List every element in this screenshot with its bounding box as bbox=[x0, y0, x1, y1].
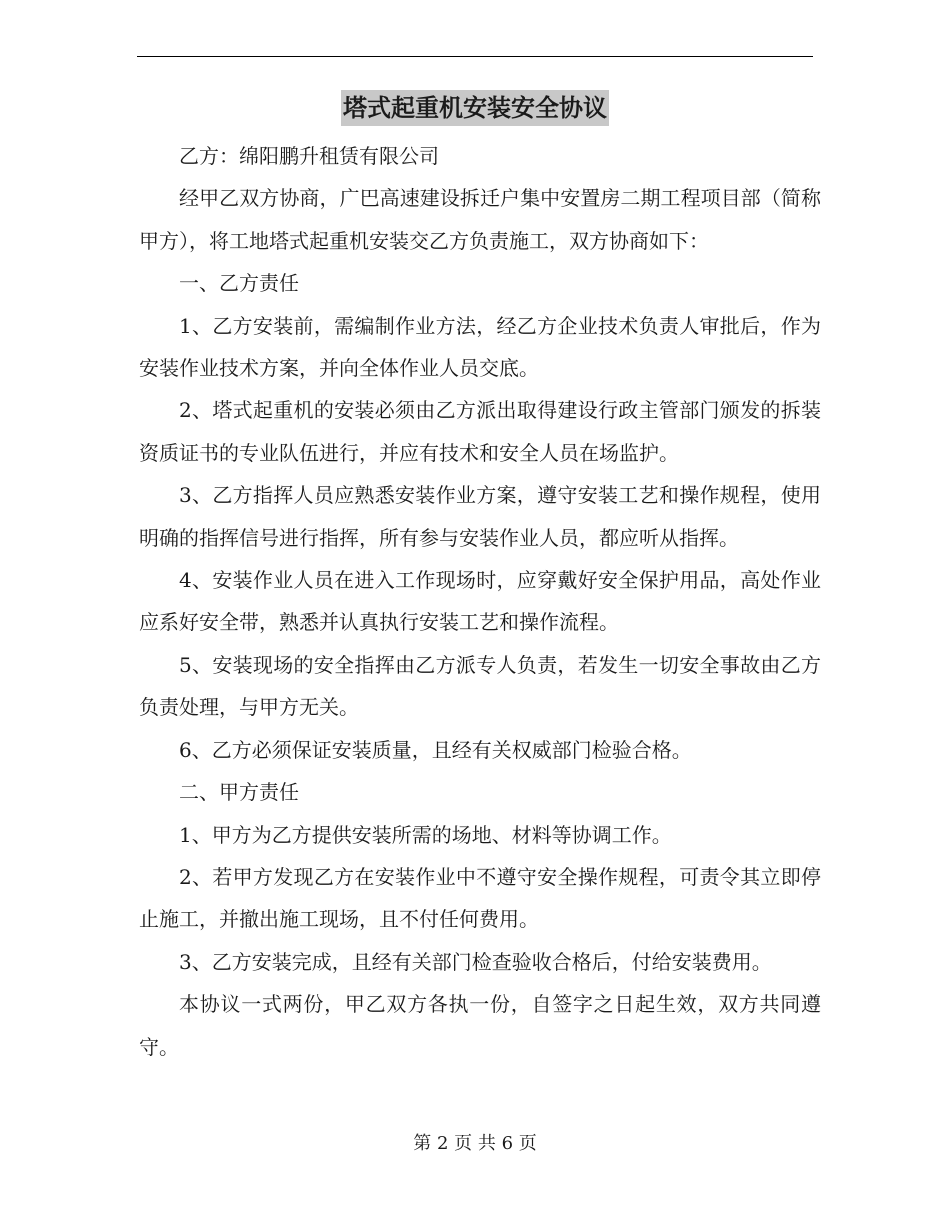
document-title: 塔式起重机安装安全协议 bbox=[341, 90, 609, 126]
clause-b-6: 6、乙方必须保证安装质量，且经有关权威部门检验合格。 bbox=[179, 737, 692, 762]
page-number: 第 2 页 共 6 页 bbox=[413, 1133, 537, 1154]
clause-b-3: 3、乙方指挥人员应熟悉安装作业方案，遵守安装工艺和操作规程，使用明确的指挥信号进行指挥，所有参与安装作业人员，都应听从指挥。 bbox=[139, 483, 821, 550]
clause-a-2: 2、若甲方发现乙方在安装作业中不遵守安全操作规程，可责令其立即停止施工，并撤出施工现场，且不付任何费用。 bbox=[139, 864, 821, 932]
party-b-line: 乙方：绵阳鹏升租赁有限公司 bbox=[179, 144, 439, 168]
section-heading-party-b: 一、乙方责任 bbox=[179, 271, 299, 296]
header-rule bbox=[137, 56, 813, 57]
clause-a-3: 3、乙方安装完成，且经有关部门检查验收合格后，付给安装费用。 bbox=[179, 949, 772, 974]
clause-b-1: 1、乙方安装前，需编制作业方法，经乙方企业技术负责人审批后，作为安装作业技术方案，并向全体作业人员交底。 bbox=[139, 313, 821, 381]
closing-paragraph: 本协议一式两份，甲乙双方各执一份，自签字之日起生效，双方共同遵守。 bbox=[139, 992, 821, 1059]
clause-b-2: 2、塔式起重机的安装必须由乙方派出取得建设行政主管部门颁发的拆装资质证书的专业队伍进行，并应有技术和安全人员在场监护。 bbox=[139, 398, 821, 465]
title-container bbox=[0, 90, 950, 126]
clause-b-5: 5、安装现场的安全指挥由乙方派专人负责，若发生一切安全事故由乙方负责处理，与甲方无关。 bbox=[139, 652, 821, 720]
clause-a-1: 1、甲方为乙方提供安装所需的场地、材料等协调工作。 bbox=[179, 822, 672, 847]
document-body bbox=[139, 135, 821, 1068]
intro-paragraph: 经甲乙双方协商，广巴高速建设拆迁户集中安置房二期工程项目部（简称甲方），将工地塔式起重机安装交乙方负责施工，双方协商如下： bbox=[139, 186, 821, 253]
section-heading-party-a: 二、甲方责任 bbox=[179, 780, 299, 805]
clause-b-4: 4、安装作业人员在进入工作现场时，应穿戴好安全保护用品，高处作业应系好安全带，熟悉并认真执行安装工艺和操作流程。 bbox=[139, 568, 821, 635]
